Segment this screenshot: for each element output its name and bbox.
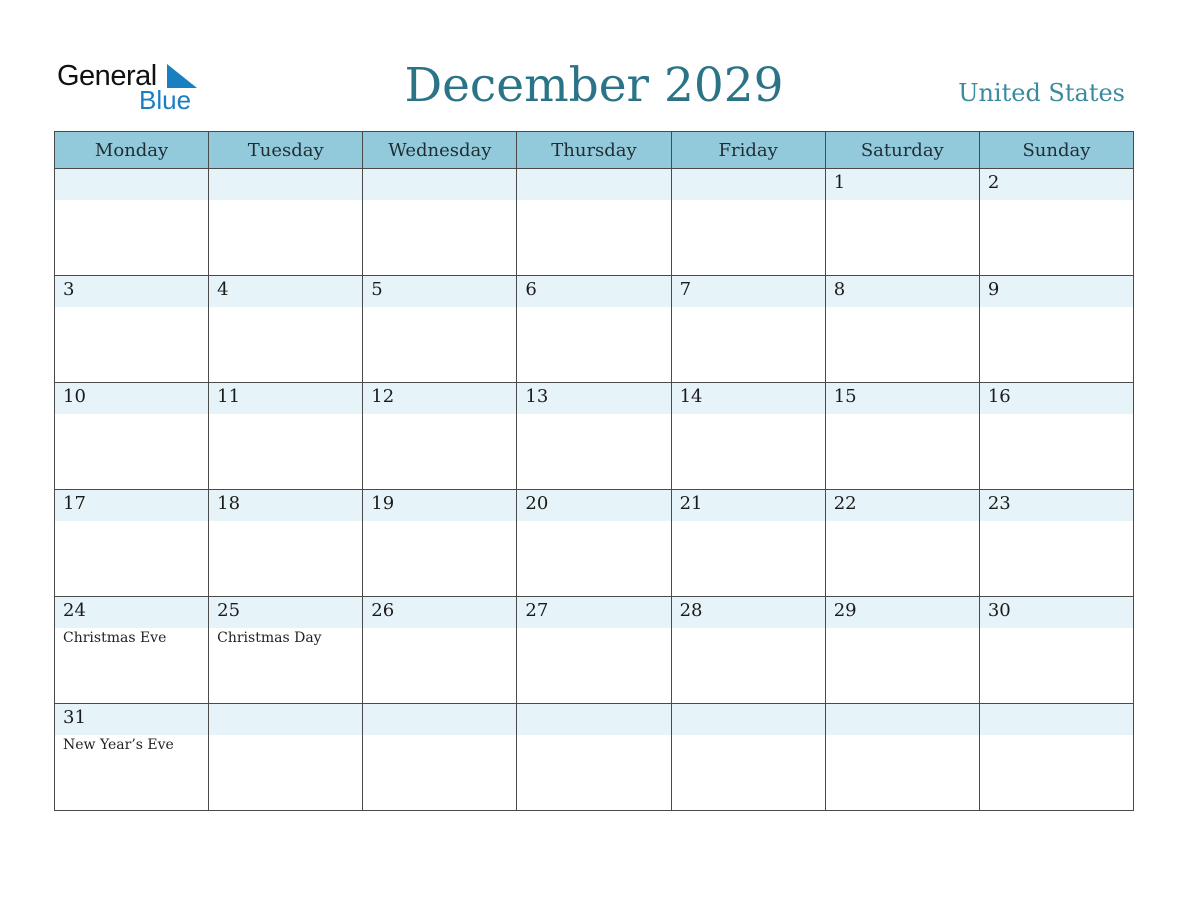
logo-text-general: General [57,60,157,92]
day-cell[interactable] [55,597,209,704]
day-cell[interactable] [979,169,1133,276]
day-cell[interactable] [517,597,671,704]
day-cell[interactable] [979,704,1133,811]
day-cell[interactable] [55,169,209,276]
day-cell[interactable] [825,597,979,704]
day-cell[interactable] [825,276,979,383]
day-cell[interactable] [209,276,363,383]
page-title: December 2029 [404,58,784,113]
day-number: 5 [363,276,516,307]
day-number: 28 [672,597,825,628]
week-row [55,704,1134,811]
day-number [209,169,362,200]
weekday-header: Sunday [979,132,1133,169]
day-number [517,704,670,735]
weekday-header: Tuesday [209,132,363,169]
holiday-label: Christmas Day [217,630,322,646]
day-cell[interactable] [671,490,825,597]
day-cell[interactable] [979,383,1133,490]
day-number: 29 [826,597,979,628]
weekday-header: Wednesday [363,132,517,169]
day-cell[interactable] [517,490,671,597]
day-number: 23 [980,490,1133,521]
day-number: 16 [980,383,1133,414]
day-cell[interactable] [979,490,1133,597]
day-number: 26 [363,597,516,628]
day-cell[interactable] [363,597,517,704]
day-number: 1 [826,169,979,200]
holiday-label: Christmas Eve [63,630,167,646]
day-cell[interactable] [209,597,363,704]
day-number: 27 [517,597,670,628]
day-cell[interactable] [517,276,671,383]
logo-text-blue: Blue [139,85,192,115]
day-cell[interactable] [55,276,209,383]
week-row [55,383,1134,490]
day-cell[interactable] [671,383,825,490]
day-cell[interactable] [671,276,825,383]
day-cell[interactable] [671,704,825,811]
day-cell[interactable] [517,704,671,811]
day-cell[interactable] [979,597,1133,704]
day-cell[interactable] [671,597,825,704]
day-number: 25 [209,597,362,628]
day-number [209,704,362,735]
day-cell[interactable] [979,276,1133,383]
weekday-header: Friday [671,132,825,169]
day-number: 22 [826,490,979,521]
day-number: 9 [980,276,1133,307]
day-number: 21 [672,490,825,521]
day-number: 2 [980,169,1133,200]
day-cell[interactable] [825,490,979,597]
day-number: 24 [55,597,208,628]
day-number: 10 [55,383,208,414]
calendar-grid [54,131,1134,811]
day-cell[interactable] [363,276,517,383]
country-label: United States [958,79,1125,107]
day-cell[interactable] [55,490,209,597]
day-number [363,704,516,735]
day-number: 8 [826,276,979,307]
day-cell[interactable] [363,490,517,597]
day-number: 7 [672,276,825,307]
day-number [826,704,979,735]
day-number [672,704,825,735]
weekday-header: Saturday [825,132,979,169]
weekday-header-row [55,132,1134,169]
day-number: 11 [209,383,362,414]
calendar-body [55,169,1134,811]
week-row [55,276,1134,383]
day-number: 18 [209,490,362,521]
day-number: 19 [363,490,516,521]
day-cell[interactable] [363,169,517,276]
day-cell[interactable] [825,169,979,276]
day-number [363,169,516,200]
day-number: 20 [517,490,670,521]
day-cell[interactable] [825,704,979,811]
day-number: 31 [55,704,208,735]
day-cell[interactable] [209,169,363,276]
day-cell[interactable] [363,704,517,811]
weekday-header: Monday [55,132,209,169]
day-number [55,169,208,200]
day-number: 15 [826,383,979,414]
day-cell[interactable] [517,169,671,276]
day-cell[interactable] [209,490,363,597]
day-cell[interactable] [209,704,363,811]
week-row [55,169,1134,276]
day-number: 13 [517,383,670,414]
day-number: 4 [209,276,362,307]
day-number: 14 [672,383,825,414]
day-cell[interactable] [55,704,209,811]
holiday-label: New Year’s Eve [63,737,174,753]
day-number: 30 [980,597,1133,628]
day-cell[interactable] [671,169,825,276]
day-cell[interactable] [825,383,979,490]
day-cell[interactable] [517,383,671,490]
day-number [672,169,825,200]
day-cell[interactable] [55,383,209,490]
day-number: 6 [517,276,670,307]
week-row [55,490,1134,597]
day-number [517,169,670,200]
day-number [980,704,1133,735]
day-cell[interactable] [209,383,363,490]
day-number: 17 [55,490,208,521]
week-row [55,597,1134,704]
day-number: 12 [363,383,516,414]
day-number: 3 [55,276,208,307]
day-cell[interactable] [363,383,517,490]
weekday-header: Thursday [517,132,671,169]
